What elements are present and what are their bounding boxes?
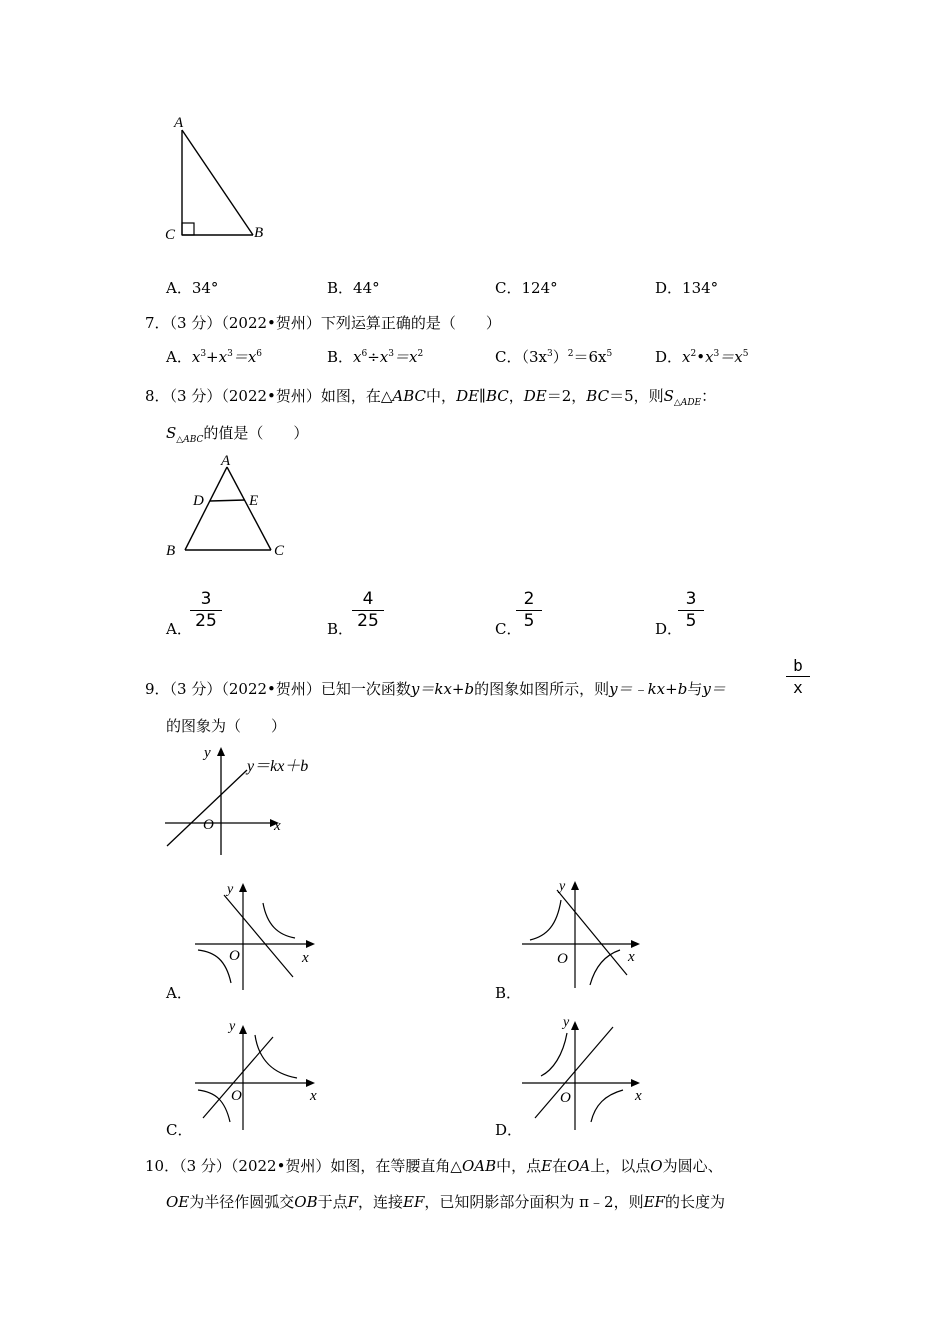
q9-option-d-label[interactable]: D． [495,1121,523,1139]
q9-stem-line2: 的图象为（ ） [166,717,287,735]
hyperbola-branch-3 [198,950,231,983]
q6-label-a: A [174,115,184,131]
label-o: O [231,1088,242,1104]
hyperbola-branch-4 [590,950,620,985]
decreasing-line [224,895,293,977]
x-axis-arrow [306,1079,315,1087]
x-axis-arrow [306,940,315,948]
label-x: x [310,1088,317,1104]
q7-option-b[interactable]: B．$x^6\div x^3=x^2$ [327,348,424,366]
y-axis-arrow [571,881,579,890]
q9-stem-line1: 9．（3 分）（2022•贺州）已知一次函数y＝kx+b的图象如图所示，则y＝﹣kx+b与y＝ [145,680,726,698]
q6-label-c: C [165,227,176,243]
q8-label-e: E [249,493,259,509]
label-x: x [628,949,635,965]
label-x: x [274,818,281,834]
label-o: O [229,948,240,964]
increasing-line [203,1037,273,1118]
q7-stem: 7．（3 分）（2022•贺州）下列运算正确的是（ ） [145,314,501,332]
q6-option-b[interactable]: B．44° [327,279,380,297]
hyperbola-branch-1 [255,1035,297,1078]
label-y: y [227,882,234,897]
label-x: x [302,950,309,966]
q6-option-d[interactable]: D．134° [655,279,719,297]
q9-given-graph [160,740,335,860]
y-axis-arrow [239,1025,247,1034]
q10-stem-line2: OE为半径作圆弧交OB于点F，连接EF，已知阴影部分面积为 π﹣2，则EF的长度为 [166,1193,725,1211]
q7-option-d[interactable]: D．$x^2•x^3=x^5$ [655,348,749,366]
q9-graph-d[interactable] [515,1010,665,1135]
label-y: y [204,745,211,761]
y-axis-arrow [217,747,225,756]
q9-graph-a[interactable] [185,870,335,995]
label-o: O [203,817,214,833]
q7-option-c[interactable]: C．$(3x^3)^2=6x^5$ [495,348,613,366]
y-axis-arrow [239,883,247,892]
label-line: y＝kx＋b [247,758,309,775]
q10-stem-line1: 10．（3 分）（2022•贺州）如图，在等腰直角△OAB中，点E在OA上，以点O为圆心、 [145,1157,723,1175]
q6-right-triangle-figure [155,108,285,248]
q8-segment-de [210,500,245,501]
q9-graph-b[interactable] [515,870,665,995]
x-axis-arrow [631,1079,640,1087]
q9-option-c-label[interactable]: C． [166,1121,193,1139]
hyperbola-branch-1 [263,903,295,938]
q9-option-a-label[interactable]: A． [166,984,192,1002]
y-axis-arrow [571,1021,579,1030]
label-x: x [635,1088,642,1104]
label-y: y [229,1019,236,1034]
q8-side-ab [185,467,227,550]
line-y-kx-b [167,770,247,846]
q6-label-b: B [254,225,264,241]
q6-right-angle-mark [182,223,194,235]
q9-stem-fraction: $\frac{b}{x}$ [786,656,810,697]
q6-option-c[interactable]: C．124° [495,279,558,297]
q6-option-a[interactable]: A．34° [166,279,219,297]
q9-graph-c[interactable] [185,1010,335,1135]
q8-triangle-figure [160,450,300,565]
q7-option-a[interactable]: A．$x^3+x^3=x^6$ [166,348,263,366]
x-axis-arrow [631,940,640,948]
q8-label-a: A [221,453,231,469]
hyperbola-branch-2 [530,900,561,940]
q6-side-ab [182,130,253,235]
label-y: y [559,879,566,894]
q9-option-b-label[interactable]: B． [495,984,522,1002]
label-y: y [563,1015,570,1030]
q8-label-c: C [274,543,285,559]
q8-label-d: D [193,493,204,509]
hyperbola-branch-2 [541,1033,567,1076]
label-o: O [557,951,568,967]
label-o: O [560,1090,571,1106]
q8-stem-line2: $S_{\triangle ABC}$的值是（ ） [166,424,309,445]
q8-label-b: B [166,543,176,559]
hyperbola-branch-4 [591,1090,623,1122]
q8-stem-line1: 8．（3 分）（2022•贺州）如图，在△ABC中，DE∥BC，DE＝2，BC＝5，则$S_{\triangle ADE}$： [145,387,717,408]
